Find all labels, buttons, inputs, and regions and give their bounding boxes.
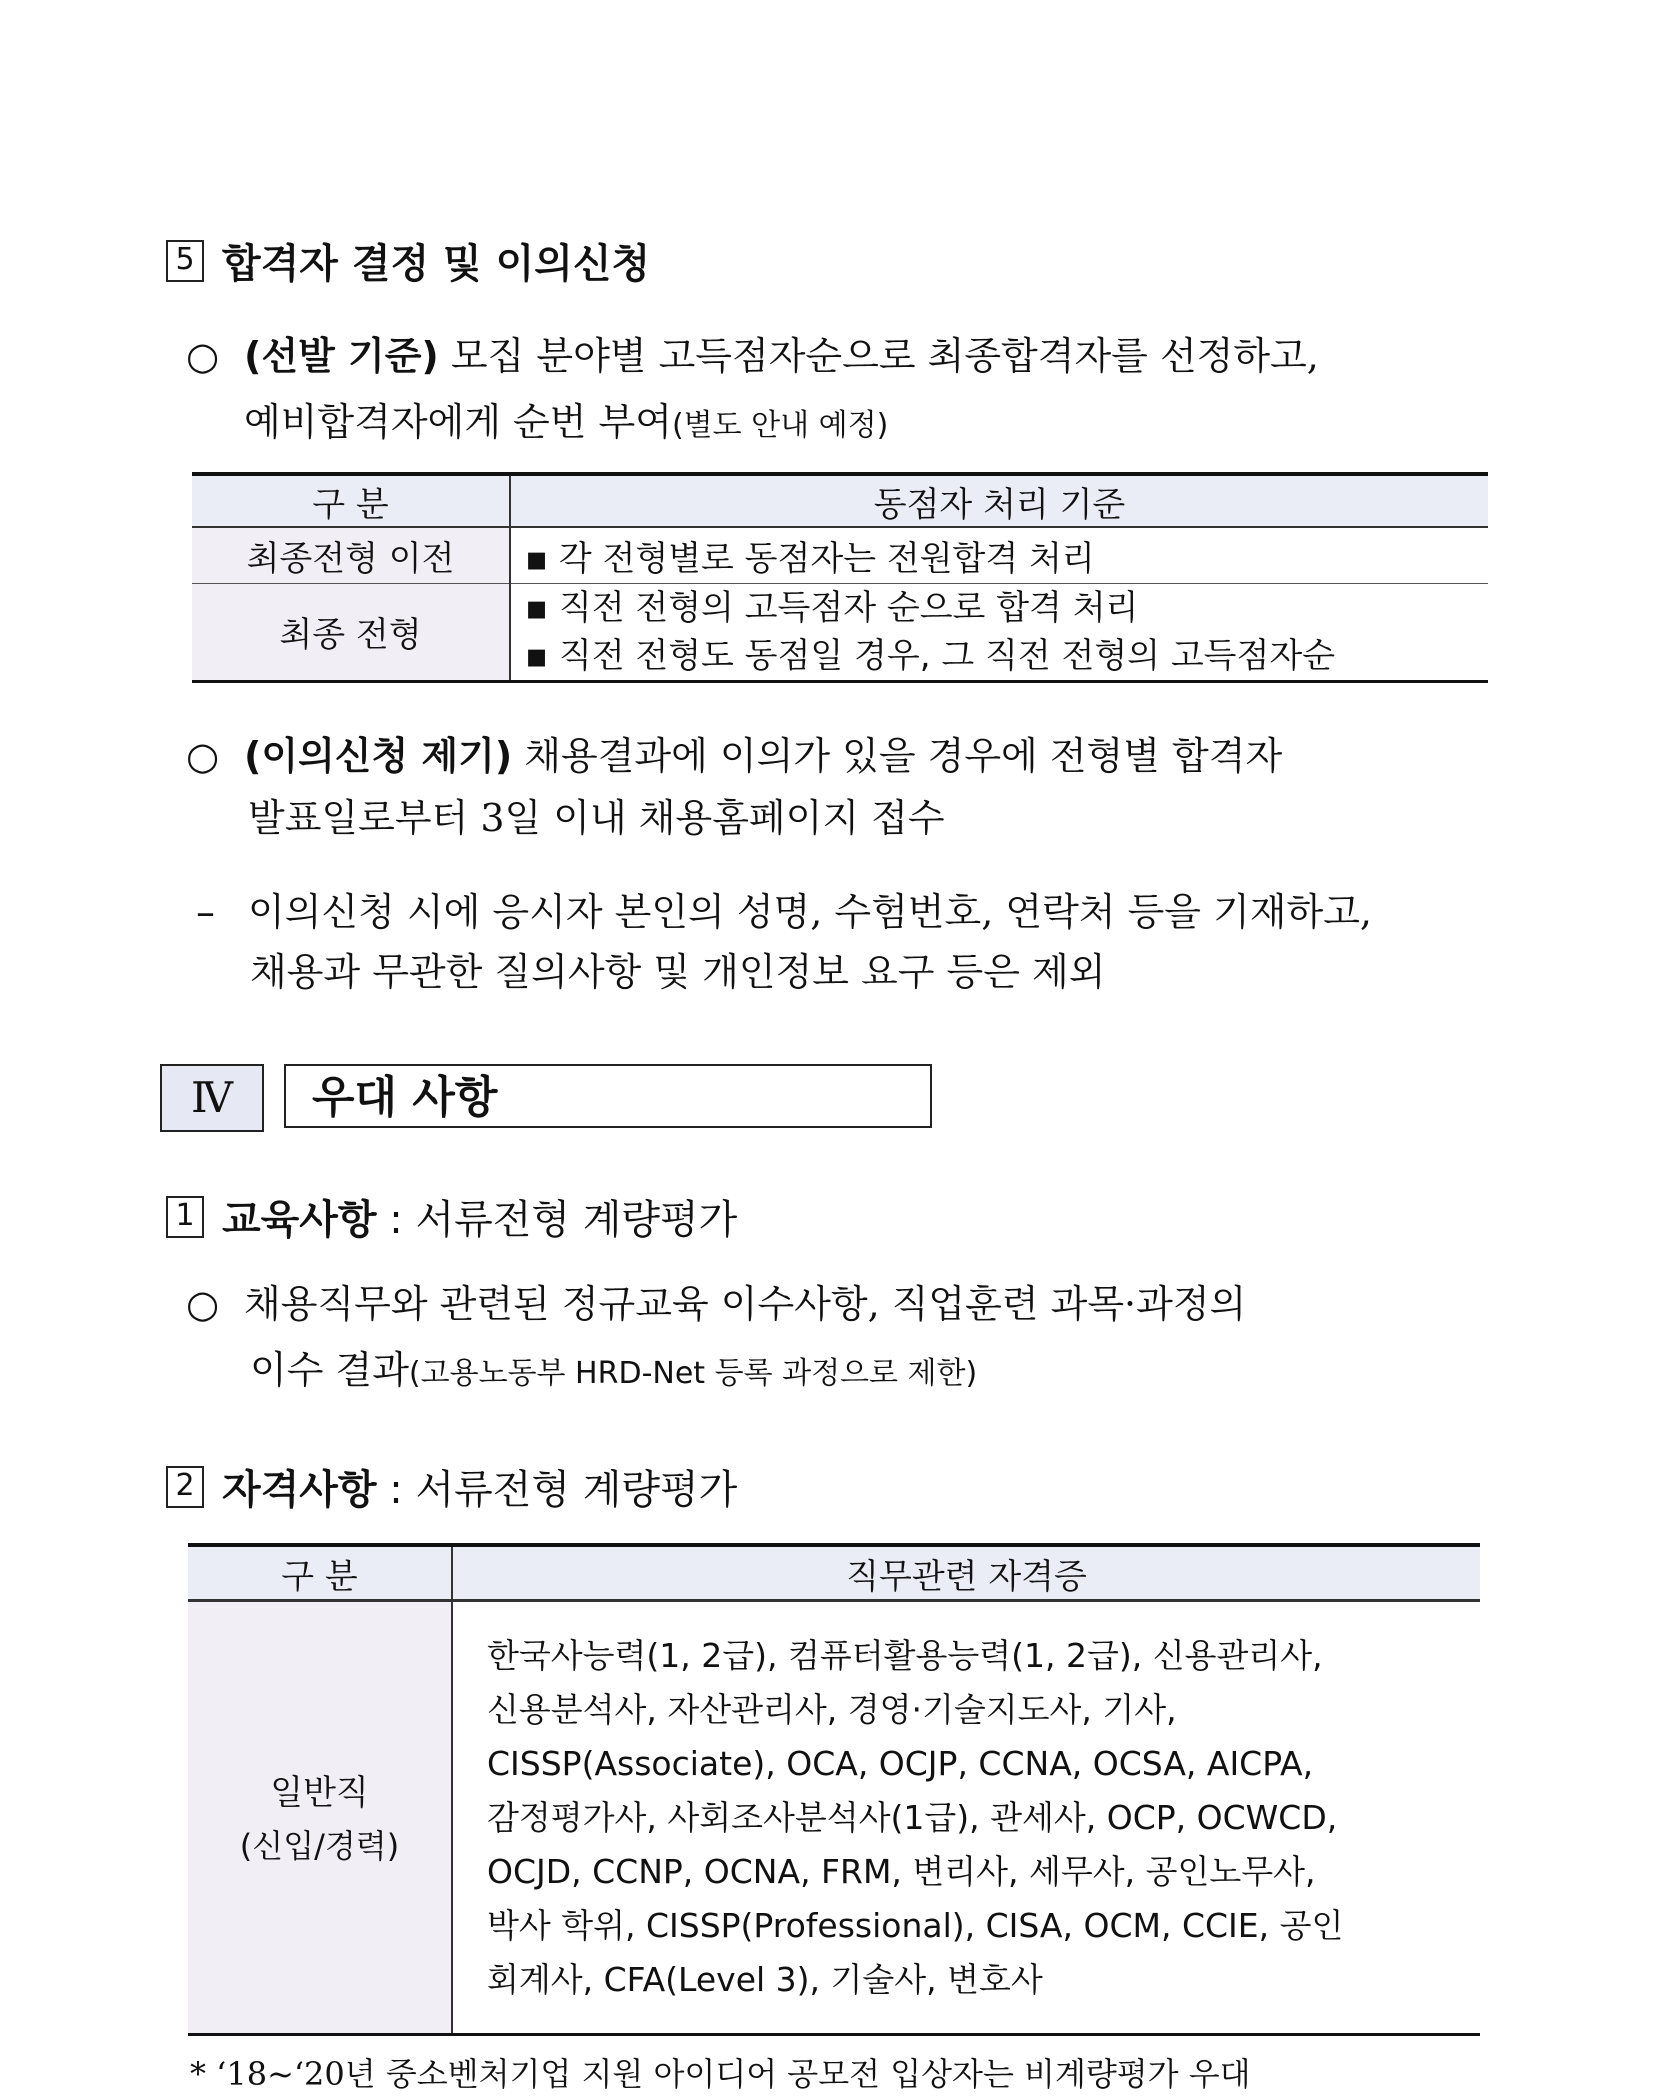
circle-bullet: ○ <box>186 334 220 378</box>
footnote: * ‘18~‘20년 중소벤처기업 지원 아이디어 공모전 입상자는 비계량평가 우대 <box>190 2055 1251 2093</box>
appeal-detail-item-line2 <box>250 940 1105 1004</box>
item-text: 채용직무와 관련된 정규교육 이수사항, 직업훈련 과목·과정의 <box>244 1282 1247 1326</box>
education-item <box>186 1272 1246 1336</box>
table-header-row <box>188 1545 1480 1601</box>
section-number-box: 5 <box>166 240 204 282</box>
item-note: (고용노동부 HRD-Net 등록 과정으로 제한) <box>408 1356 978 1391</box>
table-header: 직무관련 자격증 <box>452 1545 1480 1601</box>
item-text: 모집 분야별 고득점자순으로 최종합격자를 선정하고, <box>438 334 1319 378</box>
list-line: 박사 학위, CISSP(Professional), CISA, OCM, CCIE, 공인 <box>487 1905 1344 1945</box>
row-content: ▪ 각 전형별로 동점자는 전원합격 처리 <box>510 527 1488 583</box>
appeal-item-line2 <box>248 786 945 850</box>
item-note: (별도 안내 예정) <box>671 408 889 443</box>
section-number-box: 2 <box>166 1466 204 1508</box>
table-header: 동점자 처리 기준 <box>510 474 1488 527</box>
list-line: 회계사, CFA(Level 3), 기술사, 변호사 <box>487 1959 1043 1999</box>
section-number-box: 1 <box>166 1196 204 1238</box>
list-line: 한국사능력(1, 2급), 컴퓨터활용능력(1, 2급), 신용관리사, <box>487 1635 1323 1675</box>
list-line: 신용분석사, 자산관리사, 경영·기술지도사, 기사, <box>487 1689 1177 1729</box>
qualification-list <box>452 1601 1480 2035</box>
selection-criteria-item-line2 <box>244 390 888 458</box>
list-line: CISSP(Associate), OCA, OCJP, CCNA, OCSA, AICPA, <box>487 1743 1314 1783</box>
table-header: 구 분 <box>192 474 510 527</box>
appeal-detail-item <box>196 880 1372 944</box>
section-title: 교육사항 <box>222 1197 377 1243</box>
row-content <box>510 583 1488 681</box>
item-label: (이의신청 제기) <box>244 734 513 778</box>
table-row <box>192 527 1488 583</box>
table-row <box>192 583 1488 681</box>
section-subtitle: 서류전형 계량평가 <box>415 1197 738 1243</box>
chapter-roman-numeral: Ⅳ <box>160 1064 264 1132</box>
tie-break-table <box>192 472 1488 683</box>
row-label: 최종전형 이전 <box>192 527 510 583</box>
circle-bullet: ○ <box>186 1282 220 1326</box>
section-subtitle: 서류전형 계량평가 <box>415 1467 738 1513</box>
row-label: 최종 전형 <box>192 583 510 681</box>
section-separator: : <box>376 1197 416 1243</box>
section-5-heading <box>166 232 650 289</box>
section-1-heading <box>166 1188 737 1245</box>
table-row <box>188 1601 1480 2035</box>
row-label-sub: (신입/경력) <box>239 1826 400 1865</box>
education-item-line2 <box>250 1338 977 1406</box>
dash-bullet: – <box>196 890 215 934</box>
item-text: 발표일로부터 3일 이내 채용홈페이지 접수 <box>248 796 945 840</box>
table-header-row <box>192 474 1488 527</box>
row-line: ▪ 직전 전형도 동점일 경우, 그 직전 전형의 고득점자순 <box>525 635 1336 676</box>
section-separator: : <box>376 1467 416 1513</box>
row-label <box>188 1601 452 2035</box>
item-text: 이수 결과 <box>250 1348 409 1392</box>
row-label-main: 일반직 <box>270 1772 369 1813</box>
section-title: 자격사항 <box>222 1467 377 1513</box>
list-line: OCJD, CCNP, OCNA, FRM, 변리사, 세무사, 공인노무사, <box>487 1851 1316 1891</box>
section-2-heading <box>166 1458 737 1515</box>
item-text: 채용결과에 이의가 있을 경우에 전형별 합격자 <box>512 734 1283 778</box>
item-text: 채용과 무관한 질의사항 및 개인정보 요구 등은 제외 <box>250 950 1106 994</box>
item-text: 예비합격자에게 순번 부여 <box>244 400 672 444</box>
qualification-table <box>188 1543 1480 2036</box>
item-label: (선발 기준) <box>244 334 439 378</box>
row-line: ▪ 직전 전형의 고득점자 순으로 합격 처리 <box>525 587 1139 628</box>
circle-bullet: ○ <box>186 734 220 778</box>
chapter-title: 우대 사항 <box>284 1064 932 1128</box>
section-title: 합격자 결정 및 이의신청 <box>222 241 651 287</box>
table-header: 구 분 <box>188 1545 452 1601</box>
list-line: 감정평가사, 사회조사분석사(1급), 관세사, OCP, OCWCD, <box>487 1797 1338 1837</box>
appeal-item <box>186 724 1282 788</box>
item-text: 이의신청 시에 응시자 본인의 성명, 수험번호, 연락처 등을 기재하고, <box>248 890 1372 934</box>
selection-criteria-item <box>186 324 1319 388</box>
